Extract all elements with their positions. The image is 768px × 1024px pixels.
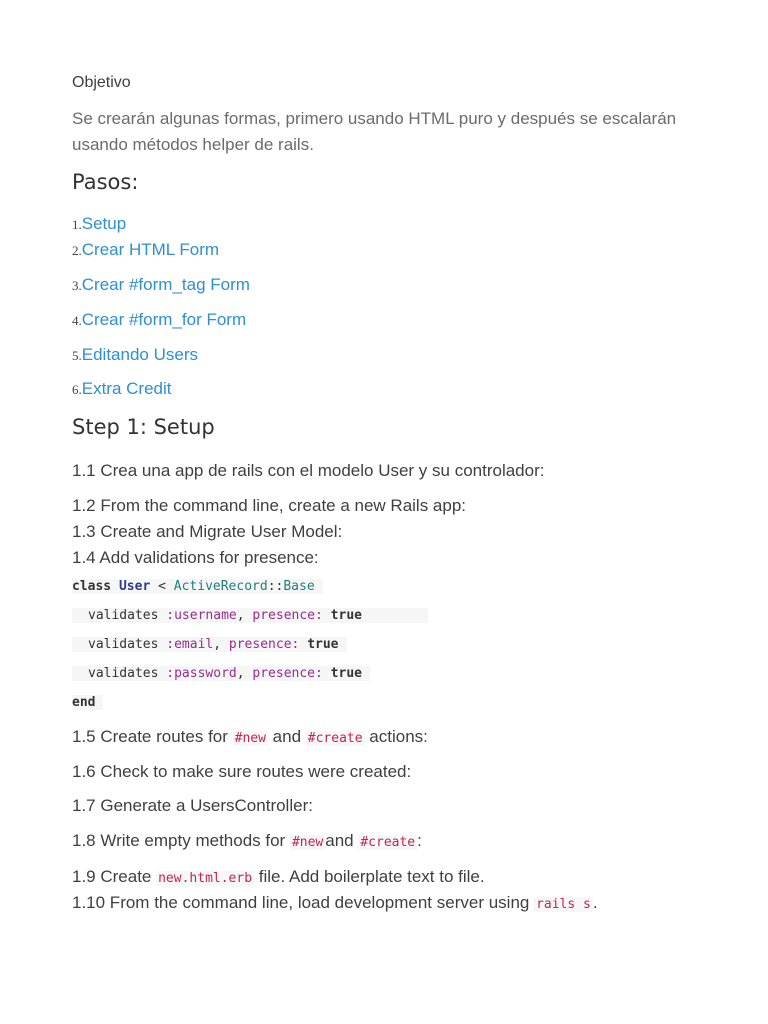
inline-code: #create [360, 835, 416, 850]
inline-code: rails s [536, 897, 591, 912]
code-comma: , [213, 637, 222, 652]
code-symbol: :email [166, 637, 214, 652]
step-text: actions: [364, 727, 428, 746]
code-line-2 [72, 608, 428, 623]
step-text: 1.8 Write empty methods for [72, 831, 290, 850]
step-text: and [325, 831, 359, 850]
step-text: . [592, 893, 598, 912]
code-operator: < [158, 579, 166, 594]
objective-text-line1: Se crearán algunas formas, primero usando HTML puro y después se escalarán [72, 109, 677, 128]
steps-heading: Pasos: [72, 170, 139, 194]
steps-list-item-6 [72, 379, 172, 399]
objective-text-line2: usando métodos helper de rails. [72, 135, 314, 154]
list-number: 3. [72, 278, 82, 293]
code-comma: , [236, 666, 245, 681]
list-number: 5. [72, 348, 82, 363]
steps-list-item-3 [72, 275, 250, 295]
code-class-name: User [118, 579, 151, 594]
step1-heading: Step 1: Setup [72, 415, 215, 439]
code-key: presence: [252, 608, 323, 623]
list-number: 1. [72, 217, 82, 232]
step-1-6: 1.6 Check to make sure routes were created: [72, 762, 412, 781]
step-1-8 [72, 831, 422, 851]
code-separator: :: [267, 579, 284, 594]
code-value: true [330, 666, 362, 681]
step-text: and [267, 727, 306, 746]
step-1-1: 1.1 Crea una app de rails con el modelo User y su controlador: [72, 461, 545, 480]
list-number: 6. [72, 382, 82, 397]
link-extra-credit[interactable]: Extra Credit [81, 379, 172, 398]
code-key: presence: [228, 637, 300, 652]
code-symbol: :username [166, 608, 237, 623]
code-line-5 [72, 695, 103, 710]
objective-heading: Objetivo [72, 74, 131, 91]
step-1-10 [72, 893, 598, 913]
step-1-7: 1.7 Generate a UsersController: [72, 796, 313, 815]
link-editando-users[interactable]: Editando Users [81, 345, 198, 364]
step-1-4: 1.4 Add validations for presence: [72, 548, 319, 567]
steps-list-item-4 [72, 310, 246, 330]
step-1-2: 1.2 From the command line, create a new Rails app: [72, 496, 467, 515]
code-symbol: :password [166, 666, 237, 681]
step-1-3: 1.3 Create and Migrate User Model: [72, 522, 343, 541]
steps-list-item-1 [72, 214, 126, 234]
steps-list-item-2 [72, 240, 219, 260]
step-1-5 [72, 727, 428, 747]
list-number: 4. [72, 313, 82, 328]
inline-code: new.html.erb [158, 871, 253, 886]
link-crear-form-tag[interactable]: Crear #form_tag Form [81, 275, 250, 294]
code-constant: ActiveRecord [173, 579, 268, 594]
step-text: file. Add boilerplate text to file. [254, 867, 485, 886]
step-1-9 [72, 867, 485, 887]
code-method: validates [88, 637, 159, 652]
code-value: true [330, 608, 362, 623]
code-line-1 [72, 579, 323, 594]
link-crear-form-for[interactable]: Crear #form_for Form [81, 310, 247, 329]
link-crear-html-form[interactable]: Crear HTML Form [81, 240, 220, 259]
code-method: validates [88, 608, 159, 623]
code-keyword: end [72, 695, 96, 710]
inline-code: #new [291, 835, 324, 850]
code-key: presence: [252, 666, 323, 681]
code-constant: Base [283, 579, 315, 594]
code-line-3 [72, 637, 347, 652]
inline-code: #new [234, 731, 266, 746]
step-text: 1.10 From the command line, load development server using [72, 893, 535, 912]
code-value: true [307, 637, 339, 652]
step-text: 1.9 Create [72, 867, 157, 886]
steps-list-item-5 [72, 345, 198, 365]
code-comma: , [236, 608, 245, 623]
step-text: : [417, 831, 422, 850]
code-line-4 [72, 666, 370, 681]
inline-code: #create [307, 731, 363, 746]
code-keyword: class [72, 579, 112, 594]
code-method: validates [88, 666, 159, 681]
link-setup[interactable]: Setup [81, 214, 127, 233]
list-number: 2. [72, 243, 82, 258]
step-text: 1.5 Create routes for [72, 727, 233, 746]
